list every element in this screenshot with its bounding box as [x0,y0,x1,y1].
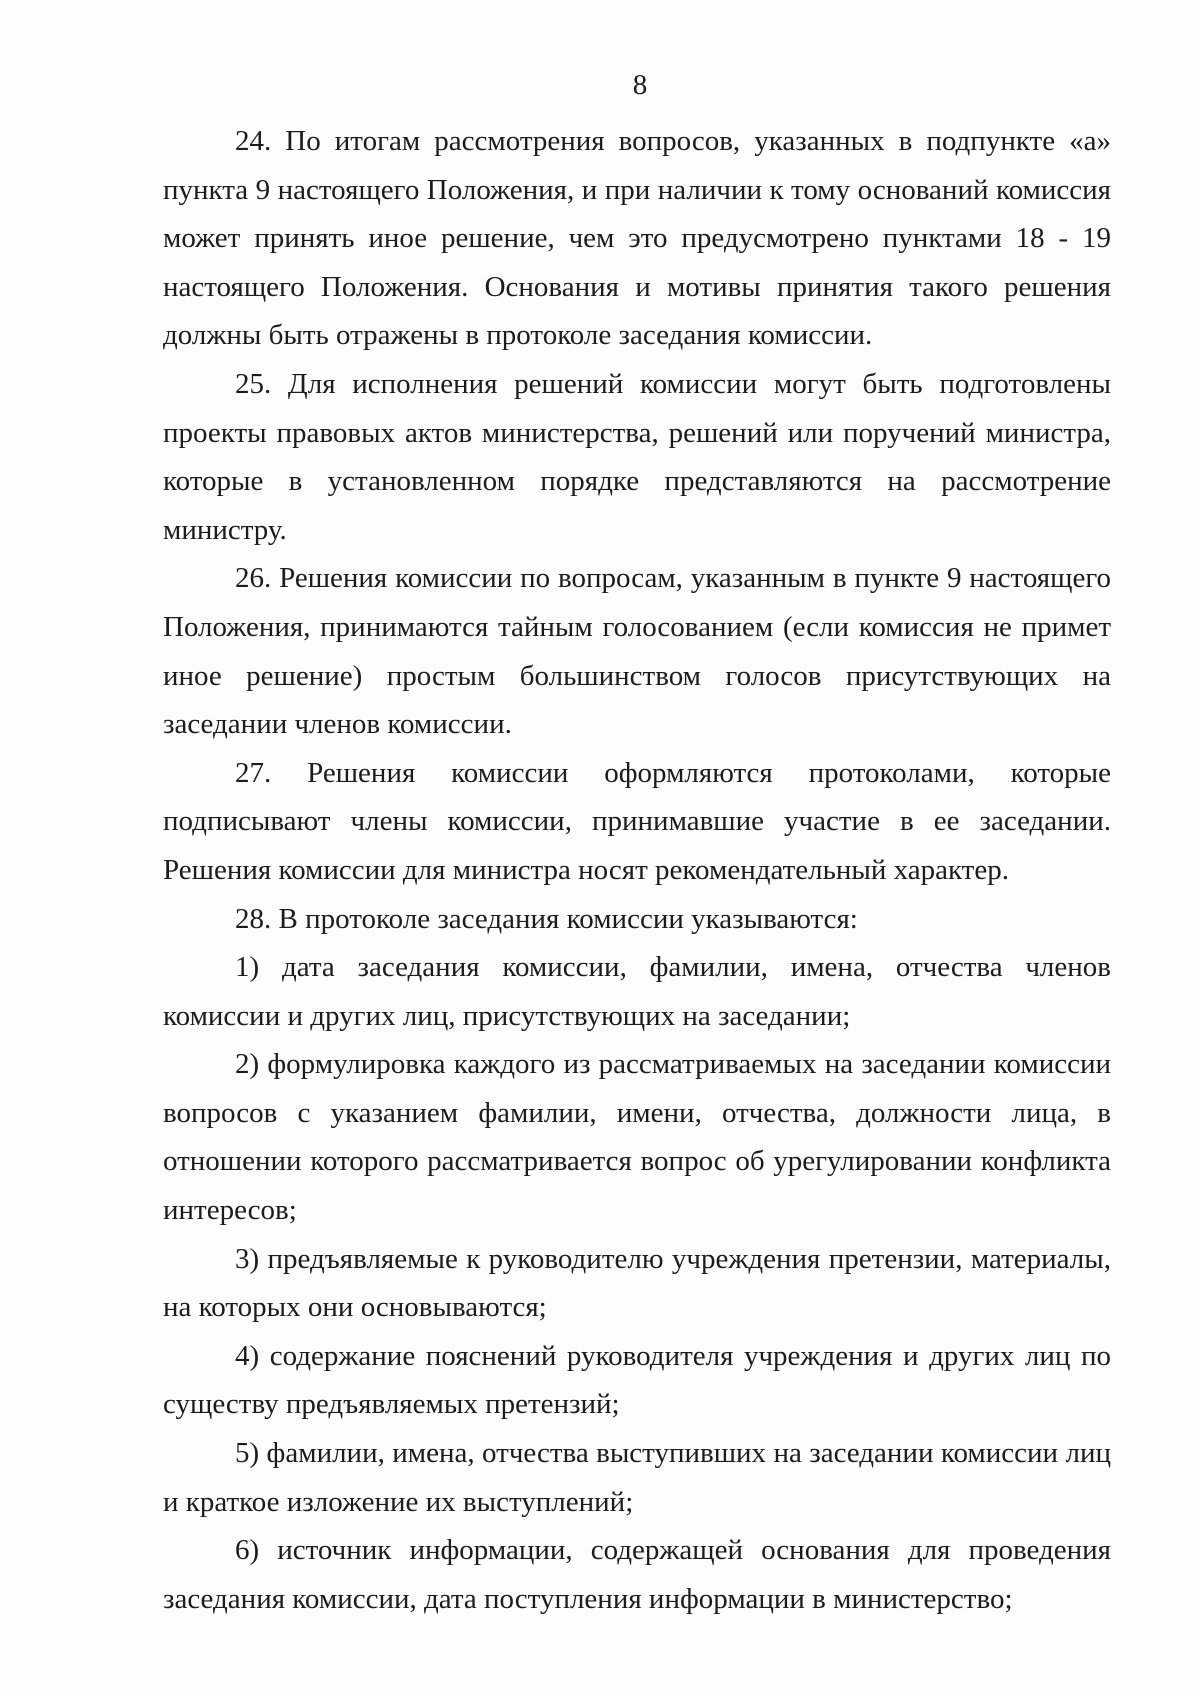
list-item-6: 6) источник информации, содержащей основания для проведения заседания комиссии, дата поступления информации в министерство; [163,1534,1111,1615]
list-item-2: 2) формулировка каждого из рассматриваемых на заседании комиссии вопросов с указанием фамилии, имени, отчества, должности лица, в отношении которого рассматривается вопрос об урегулировании конфликта интересов; [163,1048,1111,1227]
paragraph-26: 26. Решения комиссии по вопросам, указанным в пункте 9 настоящего Положения, принимаются тайным голосованием (если комиссия не примет иное решение) простым большинством голосов присутствующих на заседании членов комиссии. [163,562,1111,741]
list-item-1: 1) дата заседания комиссии, фамилии, имена, отчества членов комиссии и других лиц, присутствующих на заседании; [163,951,1111,1032]
paragraph-27: 27. Решения комиссии оформляются протоколами, которые подписывают члены комиссии, принимавшие участие в ее заседании. Решения комиссии для министра носят рекомендательный характер. [163,756,1111,886]
list-item-4: 4) содержание пояснений руководителя учреждения и других лиц по существу предъявляемых претензий; [163,1339,1111,1421]
list-item-3: 3) предъявляемые к руководителю учреждения претензии, материалы, на которых они основываются; [163,1242,1111,1324]
document-body [163,117,1111,1623]
paragraph-28: 28. В протоколе заседания комиссии указываются: [235,902,858,935]
page-number: 8 [632,69,648,101]
paragraph-24: 24. По итогам рассмотрения вопросов, указанных в подпункте «а» пункта 9 настоящего Положения, и при наличии к тому оснований комиссия может принять иное решение, чем это предусмотрено пунктами 18 - 19 настоящего Положения. Основания и мотивы принятия такого решения должны быть отражены в протоколе заседания комиссии. [163,125,1111,352]
paragraph-25: 25. Для исполнения решений комиссии могут быть подготовлены проекты правовых актов министерства, решений или поручений министра, которые в установленном порядке представляются на рассмотрение министру. [163,367,1111,546]
list-item-5: 5) фамилии, имена, отчества выступивших на заседании комиссии лиц и краткое изложение их выступлений; [163,1437,1111,1518]
